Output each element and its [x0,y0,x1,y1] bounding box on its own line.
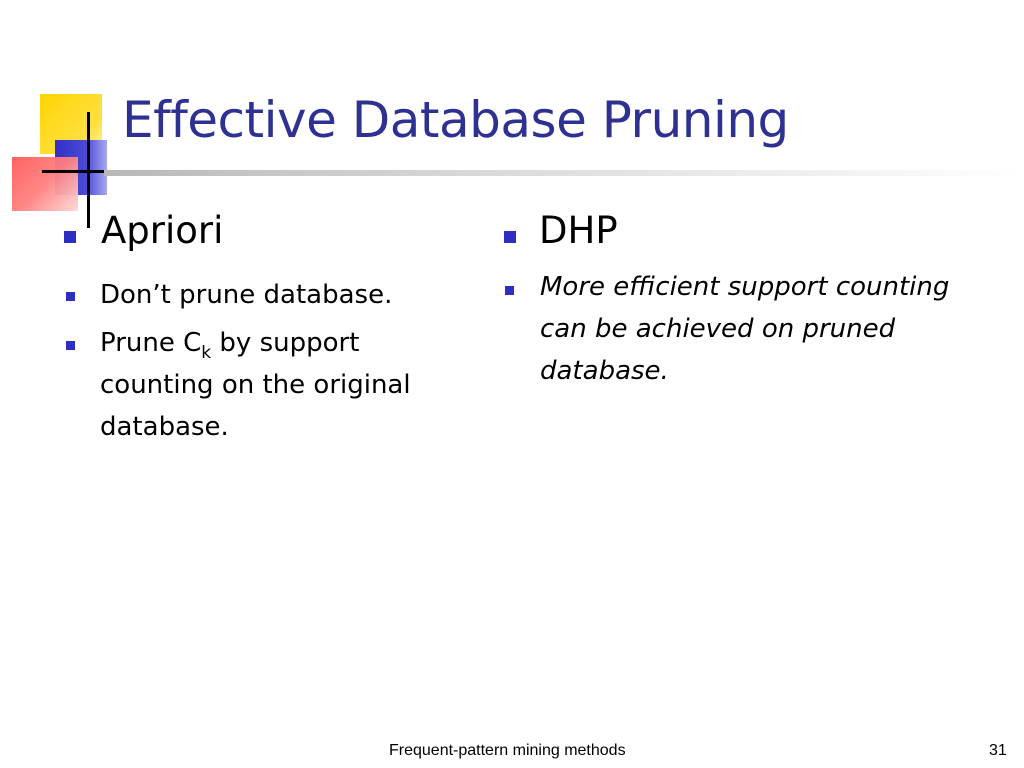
page-number: 31 [989,742,1007,759]
list-item-text: Prune C [100,328,202,358]
red-square-decoration [12,157,78,211]
slide-title: Effective Database Pruning [122,91,789,149]
footer-text: Frequent-pattern mining methods [389,742,626,759]
square-bullet-icon [505,286,514,295]
list-item: Don’t prune database. [100,280,393,310]
square-bullet-icon [504,231,516,243]
left-column-heading: Apriori [101,209,224,252]
title-underline-rule [104,170,1024,176]
list-item [100,322,480,448]
subscript-k: k [201,343,212,363]
square-bullet-icon [66,292,75,301]
list-item-text: by support counting on the original database. [100,328,411,442]
list-item: More efficient support counting can be achieved on pruned database. [540,272,950,386]
square-bullet-icon [64,231,76,243]
square-bullet-icon [66,341,75,350]
right-column-heading: DHP [539,209,618,252]
